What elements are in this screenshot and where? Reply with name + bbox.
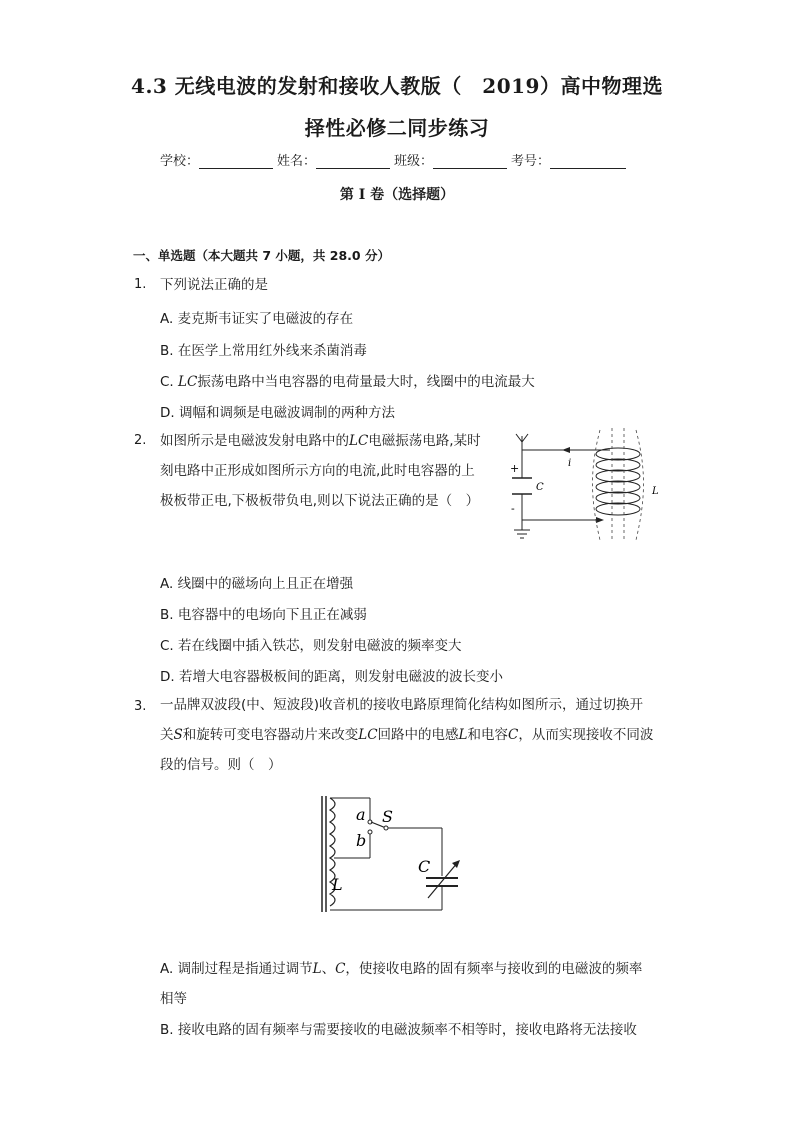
q3-option-b[interactable]: B. 接收电路的固有频率与需要接收的电磁波频率不相等时，接收电路将无法接收 bbox=[160, 1022, 637, 1038]
coil-turn-5 bbox=[596, 492, 640, 504]
section-heading: 一、单选题（本大题共 7 小题，共 28.0 分） bbox=[133, 248, 390, 263]
document-title-line1: 4.3 无线电波的发射和接收人教版（ 2019）高中物理选 bbox=[131, 74, 663, 98]
q3-l2-b: 和旋转可变电容器动片来改变 bbox=[182, 727, 359, 743]
q3-option-a-pre: A. 调制过程是指通过调节 bbox=[160, 961, 313, 977]
radio-receiver-circuit-figure bbox=[308, 790, 478, 920]
q1-text: 下列说法正确的是 bbox=[160, 277, 268, 293]
name-label: 姓名： bbox=[277, 154, 317, 169]
q1-option-c-prefix: C. bbox=[160, 374, 179, 390]
variable-capacitor-arrow-shaft bbox=[428, 862, 458, 898]
terminal-b bbox=[368, 830, 372, 834]
antenna-left-arm bbox=[516, 434, 522, 442]
q2-l1-lc: LC bbox=[349, 433, 369, 449]
coil-turn-3 bbox=[596, 470, 640, 482]
q3-l2-a: 关 bbox=[160, 727, 174, 743]
q1-option-a[interactable]: A. 麦克斯韦证实了电磁波的存在 bbox=[160, 311, 354, 327]
name-blank[interactable] bbox=[316, 154, 390, 169]
class-label: 班级： bbox=[394, 154, 434, 169]
coil-turn-1 bbox=[596, 448, 640, 460]
q3-option-a-mid: 、 bbox=[321, 961, 336, 977]
q3-option-a-cont: 相等 bbox=[160, 991, 187, 1007]
coil-turn-2 bbox=[596, 459, 640, 471]
q2-l1-pre: 如图所示是电磁波发射电路中的 bbox=[160, 433, 349, 449]
q1-option-b[interactable]: B. 在医学上常用红外线来杀菌消毒 bbox=[160, 343, 367, 359]
positive-sign: + bbox=[510, 462, 520, 475]
antenna-right-arm bbox=[522, 434, 528, 442]
q3-text-line3: 段的信号。则（ ） bbox=[160, 757, 282, 773]
q3-option-a[interactable] bbox=[160, 957, 642, 977]
q2-option-b[interactable]: B. 电容器中的电场向下且正在减弱 bbox=[160, 607, 367, 623]
q2-option-c[interactable]: C. 若在线圈中插入铁芯，则发射电磁波的频率变大 bbox=[160, 638, 462, 654]
q1-option-c-lc: LC bbox=[178, 374, 198, 390]
q3-l2-e: ，从而实现接收不同波 bbox=[518, 727, 654, 743]
variable-capacitor-arrow-head bbox=[452, 860, 460, 868]
coil-turn-4 bbox=[596, 481, 640, 493]
q2-option-d[interactable]: D. 若增大电容器极板间的距离，则发射电磁波的波长变小 bbox=[160, 669, 503, 685]
q3-option-a-l: L bbox=[312, 961, 322, 977]
q3-option-a-post: ，使接收电路的固有频率与接收到的电磁波的频率 bbox=[345, 961, 643, 977]
number-label: 考号： bbox=[511, 154, 551, 169]
q2-l1-post: 电磁振荡电路,某时 bbox=[368, 433, 481, 449]
q1-number: 1. bbox=[134, 277, 147, 292]
current-label: i bbox=[568, 458, 572, 469]
q3-l2-lc: LC bbox=[358, 727, 378, 743]
coil-turn-6 bbox=[596, 503, 640, 515]
q1-option-c-text: 振荡电路中当电容器的电荷量最大时，线圈中的电流最大 bbox=[197, 374, 535, 390]
field-line-left-outer bbox=[593, 430, 601, 540]
lc-transmitter-circuit-figure bbox=[500, 428, 670, 546]
q3-l2-s: S bbox=[173, 727, 183, 743]
current-arrow-bottom bbox=[596, 517, 604, 523]
q2-number: 2. bbox=[134, 433, 147, 448]
label-s: S bbox=[382, 807, 393, 826]
capacitor-label: C bbox=[536, 482, 544, 493]
inductor-coil bbox=[596, 448, 640, 515]
student-info-row bbox=[160, 150, 630, 169]
number-blank[interactable] bbox=[550, 154, 626, 169]
q3-number: 3. bbox=[134, 699, 147, 714]
class-blank[interactable] bbox=[433, 154, 507, 169]
school-label: 学校： bbox=[160, 154, 200, 169]
label-a: a bbox=[356, 805, 366, 824]
label-c: C bbox=[418, 857, 431, 876]
q3-text-line2 bbox=[160, 720, 653, 750]
field-line-right-outer bbox=[636, 430, 644, 540]
q3-l2-c: 回路中的电感 bbox=[377, 727, 459, 743]
magnetic-field-lines bbox=[593, 428, 644, 542]
q3-l2-d: 和电容 bbox=[467, 727, 509, 743]
q2-text-line3: 极板带正电,下极板带负电,则以下说法正确的是（ ） bbox=[160, 493, 480, 509]
label-b: b bbox=[356, 831, 367, 850]
q2-text-line1 bbox=[160, 426, 481, 456]
q1-option-c[interactable] bbox=[160, 370, 535, 390]
q2-text bbox=[160, 426, 481, 516]
inductor-label: L bbox=[652, 486, 659, 497]
q3-text bbox=[160, 690, 653, 780]
q3-option-a-c: C bbox=[335, 961, 346, 977]
q3-text-line1: 一品牌双波段(中、短波段)收音机的接收电路原理简化结构如图所示，通过切换开 bbox=[160, 697, 644, 713]
q3-l2-l: L bbox=[458, 727, 468, 743]
volume-subtitle: 第 I 卷（选择题） bbox=[339, 187, 455, 203]
school-blank[interactable] bbox=[199, 154, 273, 169]
q2-option-a[interactable]: A. 线圈中的磁场向上且正在增强 bbox=[160, 576, 354, 592]
q3-l2-cap: C bbox=[508, 727, 519, 743]
label-l: L bbox=[332, 875, 343, 894]
current-arrow-top bbox=[562, 447, 570, 453]
document-title-line2: 择性必修二同步练习 bbox=[304, 116, 490, 140]
q2-text-line2: 刻电路中正形成如图所示方向的电流,此时电容器的上 bbox=[160, 463, 475, 479]
switch-pivot bbox=[384, 826, 388, 830]
q1-option-d[interactable]: D. 调幅和调频是电磁波调制的两种方法 bbox=[160, 405, 395, 421]
negative-sign: - bbox=[511, 502, 515, 515]
